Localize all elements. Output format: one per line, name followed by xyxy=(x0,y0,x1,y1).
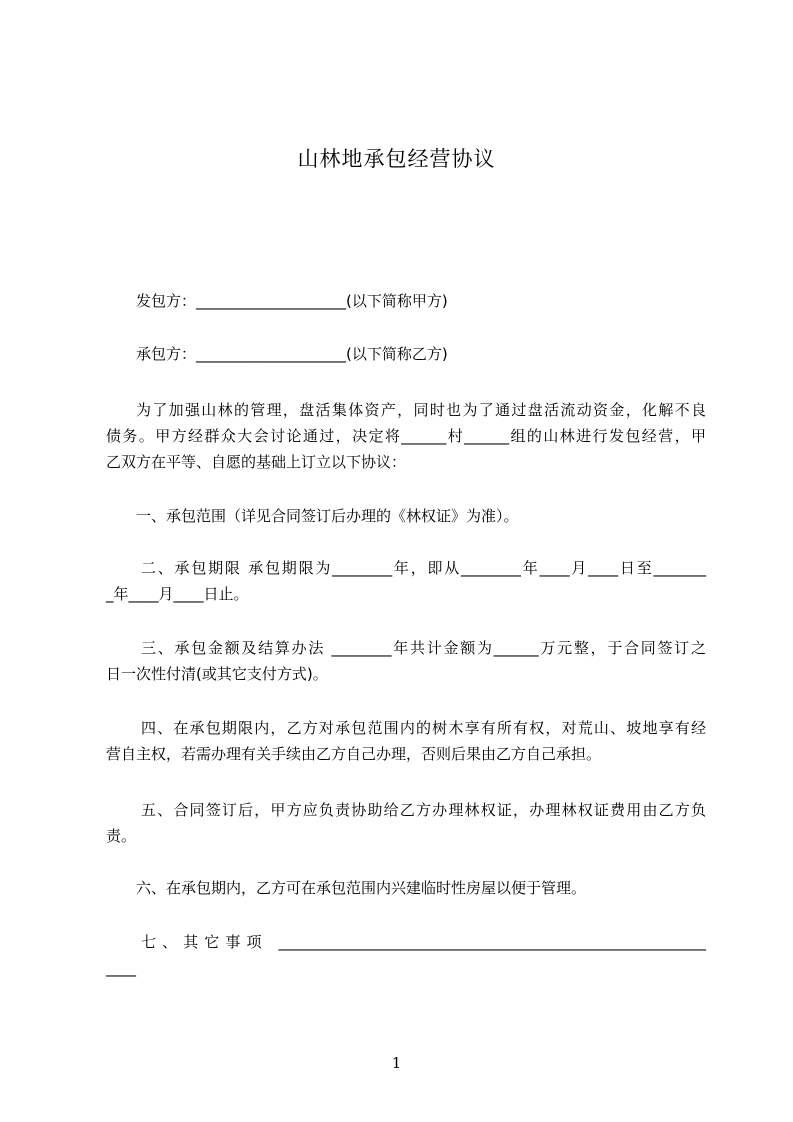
clause-1-line-1: 一、承包范围（详见合同签订后办理的《林权证》为准）。 xyxy=(136,507,519,525)
clause-4-line-2: 营自主权，若需办理有关手续由乙方自己办理，否则后果由乙方自己承担。 xyxy=(106,745,602,763)
preamble-line-3: 乙双方在平等、自愿的基础上订立以下协议： xyxy=(106,453,407,471)
clause-2-line-2: _年____月____日止。 xyxy=(106,585,249,603)
clause-5-line-1: 五、合同签订后，甲方应负责协助给乙方办理林权证，办理林权证费用由乙方负 xyxy=(141,801,706,819)
clause-7-line-1: 七、其它事项 _________________________________________________________ xyxy=(141,933,706,951)
preamble-line-1: 为了加强山林的管理，盘活集体资产，同时也为了通过盘活流动资金，化解不良 xyxy=(136,401,706,419)
page-number: 1 xyxy=(391,1054,402,1072)
preamble-line-2: 债务。甲方经群众大会讨论通过，决定将______村______组的山林进行发包经营，甲 xyxy=(106,427,706,445)
clause-6-line-1: 六、在承包期内，乙方可在承包范围内兴建临时性房屋以便于管理。 xyxy=(136,879,587,897)
clause-3-line-1: 三、承包金额及结算办法 ________年共计金额为______万元整，于合同签订之 xyxy=(141,639,706,657)
clause-3-line-2: 日一次性付清(或其它支付方式)。 xyxy=(106,665,328,683)
clause-2-line-1: 二、承包期限 承包期限为________年，即从________年____月____日至_______ xyxy=(141,559,706,577)
clause-4-line-1: 四、在承包期限内，乙方对承包范围内的树木享有所有权，对荒山、坡地享有经 xyxy=(141,719,706,737)
clause-7-line-2: ____ xyxy=(106,959,136,977)
contractor-line: 承包方：____________________(以下简称乙方) xyxy=(136,345,448,363)
clause-5-line-2: 责。 xyxy=(106,827,137,845)
issuer-line: 发包方：____________________(以下简称甲方) xyxy=(136,292,448,310)
document-title: 山林地承包经营协议 xyxy=(297,147,496,171)
